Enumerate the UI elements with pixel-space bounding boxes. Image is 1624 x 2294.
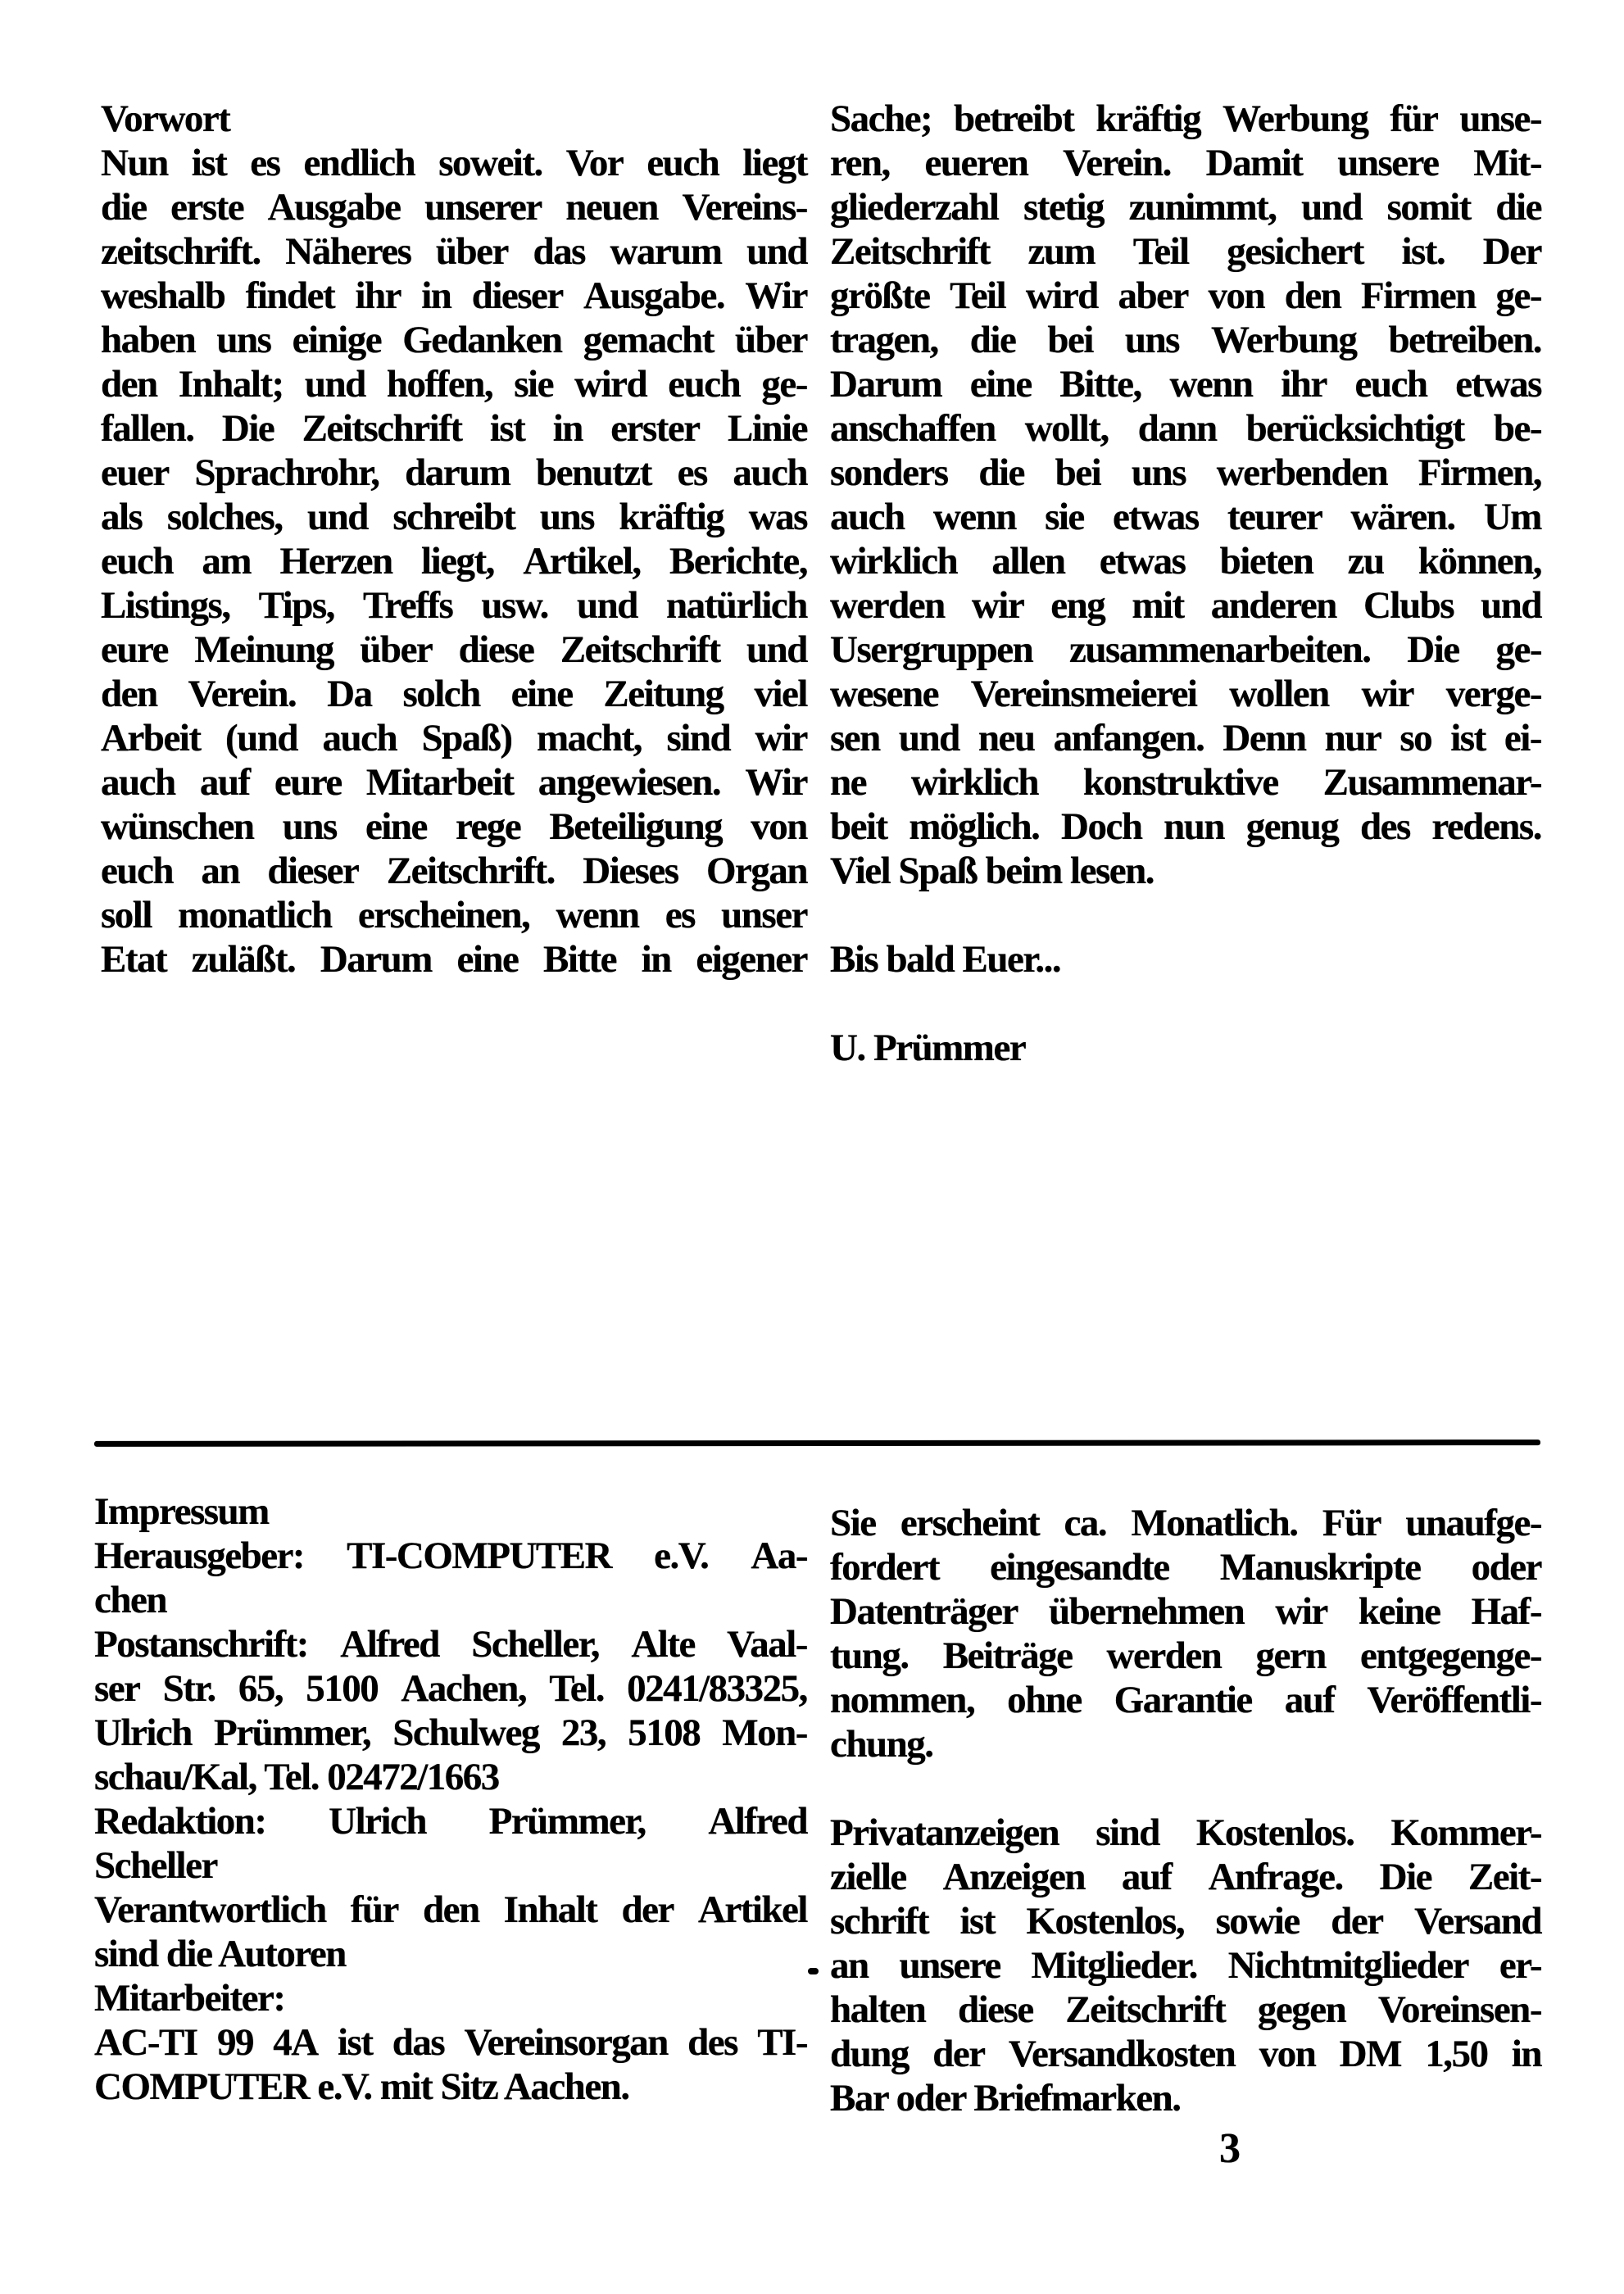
text-line: AC-TI 99 4A ist das Vereinsorgan des TI- xyxy=(94,2021,807,2064)
text-line: Verantwortlich für den Inhalt der Artikel xyxy=(94,1888,807,1931)
text-line: Ulrich Prümmer, Schulweg 23, 5108 Mon- xyxy=(94,1711,807,1754)
text-line: gliederzahl stetig zunimmt, und somit die xyxy=(830,186,1541,229)
text-line: wünschen uns eine rege Beteiligung von xyxy=(101,805,807,848)
text-line: nommen, ohne Garantie auf Veröffentli- xyxy=(830,1679,1541,1721)
text-line: wirklich allen etwas bieten zu können, xyxy=(830,540,1541,583)
text-line: sonders die bei uns werbenden Firmen, xyxy=(830,451,1541,494)
text-line: weshalb findet ihr in dieser Ausgabe. Wir xyxy=(101,274,807,317)
text-line: beit möglich. Doch nun genug des redens. xyxy=(830,805,1541,848)
text-line: Sache; betreibt kräftig Werbung für unse- xyxy=(830,97,1541,140)
horizontal-rule xyxy=(94,1439,1540,1447)
text-line: sind die Autoren xyxy=(94,1933,346,1975)
text-line: Datenträger übernehmen wir keine Haf- xyxy=(830,1590,1541,1633)
text-line: Viel Spaß beim lesen. xyxy=(830,850,1154,892)
impressum-left-column xyxy=(94,1489,807,2109)
text-line: den Verein. Da solch eine Zeitung viel xyxy=(101,673,807,715)
text-line: zielle Anzeigen auf Anfrage. Die Zeit- xyxy=(830,1856,1541,1898)
text-line: fallen. Die Zeitschrift ist in erster Linie xyxy=(101,407,807,450)
text-line: Zeitschrift zum Teil gesichert ist. Der xyxy=(830,230,1541,273)
text-line: zeitschrift. Näheres über das warum und xyxy=(101,230,807,273)
text-line: U. Prümmer xyxy=(830,1027,1026,1069)
text-line: auch auf eure Mitarbeit angewiesen. Wir xyxy=(101,761,807,804)
text-line: sen und neu anfangen. Denn nur so ist ei- xyxy=(830,717,1541,759)
text-line: chen xyxy=(94,1579,166,1621)
text-line: schrift ist Kostenlos, sowie der Versand xyxy=(830,1900,1541,1943)
text-line: die erste Ausgabe unserer neuen Vereins- xyxy=(101,186,807,229)
text-line: ser Str. 65, 5100 Aachen, Tel. 0241/83325, xyxy=(94,1667,807,1710)
text-line: dung der Versandkosten von DM 1,50 in xyxy=(830,2033,1541,2075)
text-line: Etat zuläßt. Darum eine Bitte in eigener xyxy=(101,938,807,981)
text-line: soll monatlich erscheinen, wenn es unser xyxy=(101,894,807,936)
text-line: anschaffen wollt, dann berücksichtigt be- xyxy=(830,407,1541,450)
text-line: größte Teil wird aber von den Firmen ge- xyxy=(830,274,1541,317)
text-line: eure Meinung über diese Zeitschrift und xyxy=(101,628,807,671)
vorwort-left-column xyxy=(101,97,807,982)
vorwort-right-column xyxy=(830,97,1541,1070)
text-line: schau/Kal, Tel. 02472/1663 xyxy=(94,1756,499,1798)
text-line: auch wenn sie etwas teurer wären. Um xyxy=(830,496,1541,538)
text-line: wesene Vereinsmeierei wollen wir verge- xyxy=(830,673,1541,715)
text-line: Herausgeber: TI-COMPUTER e.V. Aa- xyxy=(94,1535,807,1577)
text-line: Nun ist es endlich soweit. Vor euch liegt xyxy=(101,142,807,184)
impressum-left-text xyxy=(94,1534,807,2109)
impressum-heading: Impressum xyxy=(94,1490,269,1533)
text-line: tung. Beiträge werden gern entgegenge- xyxy=(830,1634,1541,1677)
text-line: Redaktion: Ulrich Prümmer, Alfred xyxy=(94,1800,807,1843)
text-line: euch an dieser Zeitschrift. Dieses Organ xyxy=(101,850,807,892)
text-line: den Inhalt; und hoffen, sie wird euch ge- xyxy=(101,363,807,406)
impressum-right-column xyxy=(830,1501,1541,2120)
text-line: euch am Herzen liegt, Artikel, Berichte, xyxy=(101,540,807,583)
text-line: als solches, und schreibt uns kräftig was xyxy=(101,496,807,538)
text-line: Arbeit (und auch Spaß) macht, sind wir xyxy=(101,717,807,759)
text-line: tragen, die bei uns Werbung betreiben. xyxy=(830,319,1541,361)
text-line: euer Sprachrohr, darum benutzt es auch xyxy=(101,451,807,494)
text-line: ren, eueren Verein. Damit unsere Mit- xyxy=(830,142,1541,184)
page-number: 3 xyxy=(1219,2125,1240,2172)
text-line: an unsere Mitglieder. Nichtmitglieder er- xyxy=(830,1944,1541,1987)
text-line: Scheller xyxy=(94,1844,217,1887)
text-line: Bis bald Euer... xyxy=(830,938,1061,981)
text-line: Darum eine Bitte, wenn ihr euch etwas xyxy=(830,363,1541,406)
vorwort-left-text xyxy=(101,141,807,982)
text-line: COMPUTER e.V. mit Sitz Aachen. xyxy=(94,2065,629,2108)
text-line: halten diese Zeitschrift gegen Voreinsen- xyxy=(830,1988,1541,2031)
vorwort-heading: Vorwort xyxy=(101,97,230,140)
text-line: Bar oder Briefmarken. xyxy=(830,2077,1181,2119)
text-line: fordert eingesandte Manuskripte oder xyxy=(830,1546,1541,1589)
text-line: Privatanzeigen sind Kostenlos. Kommer- xyxy=(830,1811,1541,1854)
text-line: haben uns einige Gedanken gemacht über xyxy=(101,319,807,361)
text-line: Usergruppen zusammenarbeiten. Die ge- xyxy=(830,628,1541,671)
ink-speck-artifact xyxy=(808,1968,819,1974)
text-line: chung. xyxy=(830,1723,933,1766)
text-line: Sie erscheint ca. Monatlich. Für unaufge- xyxy=(830,1502,1541,1544)
text-line: Postanschrift: Alfred Scheller, Alte Vaal- xyxy=(94,1623,807,1666)
text-line: ne wirklich konstruktive Zusammenar- xyxy=(830,761,1541,804)
text-line: werden wir eng mit anderen Clubs und xyxy=(830,584,1541,627)
text-line: Mitarbeiter: xyxy=(94,1977,285,2020)
text-line: Listings, Tips, Treffs usw. und natürlich xyxy=(101,584,807,627)
